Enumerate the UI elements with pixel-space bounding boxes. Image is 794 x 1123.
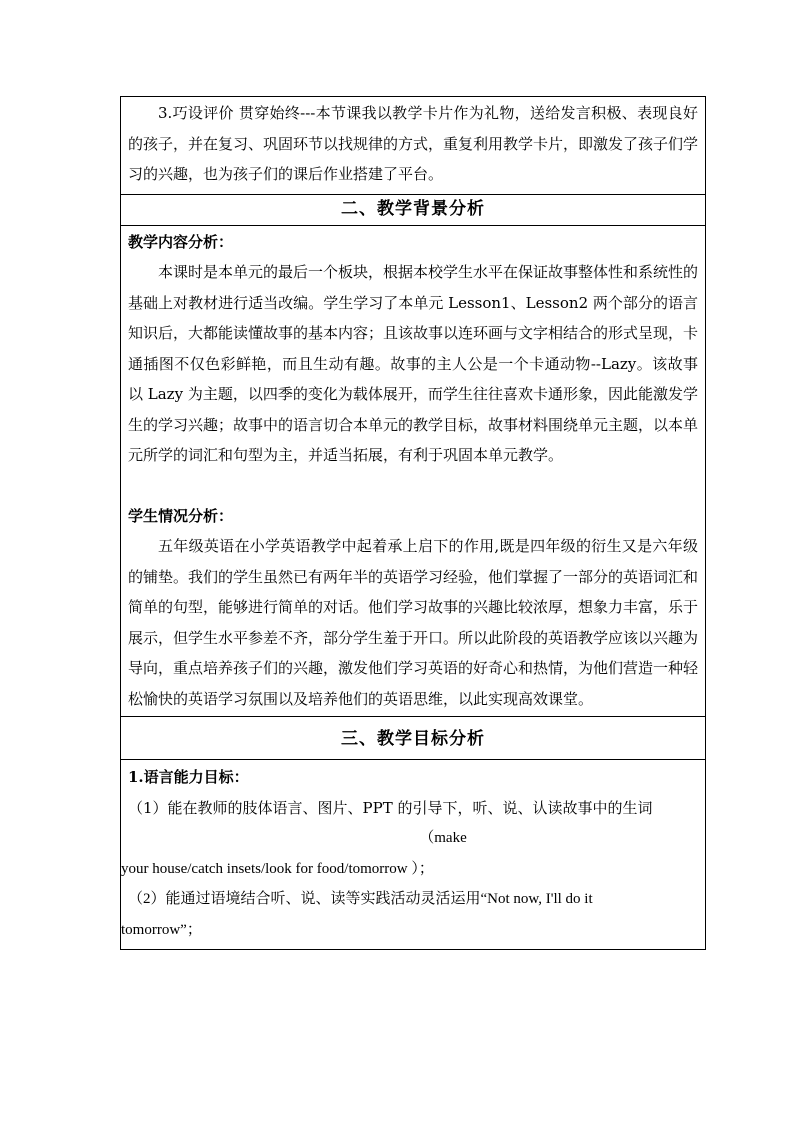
goal-one-line-two: （make: [419, 830, 467, 846]
section-two-title: 二、教学背景分析: [341, 198, 485, 219]
student-situation-paragraph: 五年级英语在小学英语教学中起着承上启下的作用,既是四年级的衍生又是六年级的铺垫。我们的学生虽然已有两年半的英语学习经验，他们掌握了一部分的英语词汇和简单的句型，能够进行简单的对话。他们学习故事的兴趣比较浓厚，想象力丰富，乐于展示，但学生水平参差不齐，部分学生羞于开口。所以此阶段的英语教学应该以兴趣为导向，重点培养孩子们的兴趣，激发他们学习英语的好奇心和热情，为他们营造一种轻松愉快的英语学习氛围以及培养他们的英语思维，以此实现高效课堂。: [128, 537, 699, 708]
lesson-plan-table: [120, 96, 706, 950]
row-background-analysis: [121, 225, 706, 717]
cell-goals: [121, 760, 706, 950]
cell-section-three-title: [121, 717, 706, 760]
section-three-title: 三、教学目标分析: [341, 729, 485, 749]
language-ability-heading: 1.语言能力目标：: [128, 768, 249, 786]
teaching-content-paragraph: 本课时是本单元的最后一个板块，根据本校学生水平在保证故事整体性和系统性的基础上对教材进行适当改编。学生学习了本单元 Lesson1、Lesson2 两个部分的语言知识后，大都能读懂故事的基本内容；且该故事以连环画与文字相结合的形式呈现，卡通插图不仅色彩鲜艳，而且生动有趣。故事的主人公是一个卡通动物--Lazy。该故事以 Lazy 为主题，以四季的变化为载体展开，而学生往往喜欢卡通形象，因此能激发学生的学习兴趣；故事中的语言切合本单元的教学目标，故事材料围绕单元主题，以本单元所学的词汇和句型为主，并适当拓展，有利于巩固本单元教学。: [128, 263, 699, 464]
row-goals: [121, 760, 706, 950]
cell-evaluation: [121, 97, 706, 195]
row-section-two-title: [121, 194, 706, 225]
cell-section-two-title: [121, 194, 706, 225]
goal-two-line-two: tomorrow”；: [121, 921, 202, 938]
goal-two-line-one: （2）能通过语境结合听、说、读等实践活动灵活运用“Not now, I'll do it: [128, 891, 593, 907]
row-evaluation: [121, 97, 706, 195]
teaching-content-heading: 教学内容分析：: [128, 232, 234, 251]
student-situation-heading: 学生情况分析：: [128, 506, 234, 525]
cell-background-analysis: [121, 225, 706, 717]
goal-one-line-one: （1）能在教师的肢体语言、图片、PPT 的引导下，听、说、认读故事中的生词: [128, 798, 653, 817]
goal-one-line-three: your house/catch insets/look for food/tomorrow ）；: [121, 860, 434, 877]
row-section-three-title: [121, 717, 706, 760]
evaluation-paragraph: 3.巧设评价 贯穿始终---本节课我以教学卡片作为礼物，送给发言积极、表现良好的孩子，并在复习、巩固环节以找规律的方式，重复利用教学卡片，即激发了孩子们学习的兴趣，也为孩子们的课后作业搭建了平台。: [128, 104, 699, 183]
blank-line: [128, 471, 698, 501]
